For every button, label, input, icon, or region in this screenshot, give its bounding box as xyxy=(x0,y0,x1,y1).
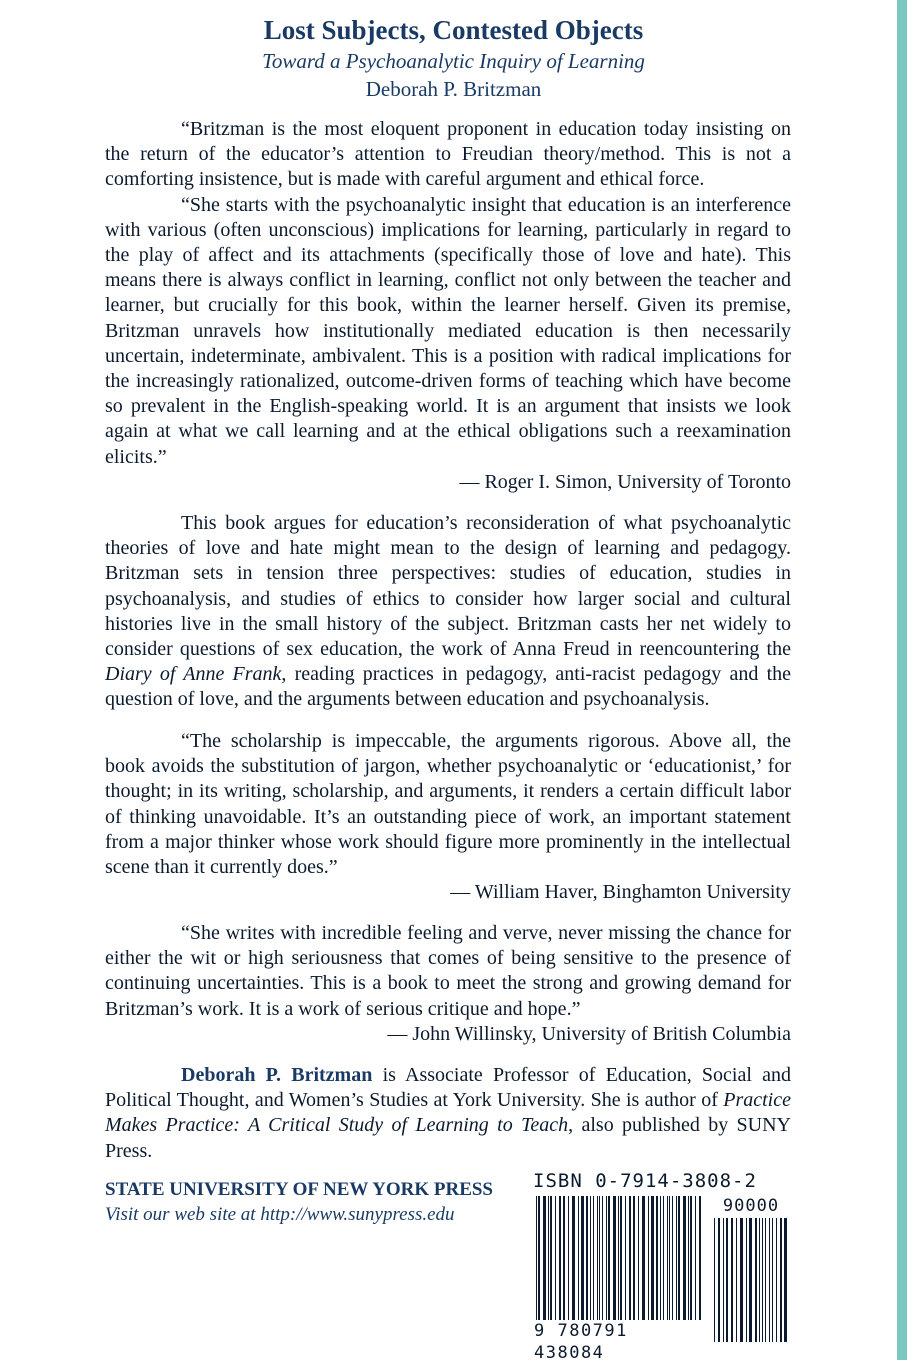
barcode-bar xyxy=(559,1196,561,1320)
barcode-bar xyxy=(613,1196,616,1320)
barcode-bar xyxy=(597,1196,598,1320)
simon-quote-paragraph-1: “Britzman is the most eloquent proponent in education today insisting on the return of the educator’s attention to Freudian theory/method. This is not a comforting insistence, but is made with careful argument and ethical force. xyxy=(105,118,791,191)
barcode-bar xyxy=(625,1196,626,1320)
book-description xyxy=(105,511,791,713)
description-book-title: Diary of Anne Frank xyxy=(105,663,282,686)
barcode-bar xyxy=(602,1196,603,1320)
barcode-bar xyxy=(590,1196,591,1320)
haver-quote-block xyxy=(105,729,791,905)
willinsky-quote-paragraph: “She writes with incredible feeling and verve, never missing the chance for either the wit or high seriousness that comes of being sensitive to the presence of continuing uncertainties. This is a book to meet the strong and growing demand for Britzman’s work. It is a work of serious critique and hope.” xyxy=(105,922,791,1020)
publisher-name: STATE UNIVERSITY OF NEW YORK PRESS xyxy=(105,1179,493,1200)
barcode-bar xyxy=(629,1196,631,1320)
book-title: Lost Subjects, Contested Objects xyxy=(263,15,644,45)
barcode-bar xyxy=(578,1196,579,1320)
barcode-addon-bar xyxy=(723,1218,724,1342)
barcode-bar xyxy=(543,1196,546,1320)
description-paragraph xyxy=(105,511,791,713)
barcode-bar xyxy=(548,1196,549,1320)
willinsky-quote-block xyxy=(105,921,791,1047)
barcode-bar xyxy=(656,1196,658,1320)
barcode-bar xyxy=(606,1196,607,1320)
barcode-addon-bar xyxy=(736,1218,737,1342)
haver-attribution: — William Haver, Binghamton University xyxy=(450,881,791,904)
barcode-addon-bar xyxy=(755,1218,757,1342)
book-subtitle: Toward a Psychoanalytic Inquiry of Learning xyxy=(262,49,645,73)
isbn-label: ISBN 0-7914-3808-2 xyxy=(533,1170,757,1192)
barcode-bar xyxy=(660,1196,661,1320)
barcode-addon-bar xyxy=(784,1218,787,1342)
simon-quote-paragraph-2: “She starts with the psychoanalytic insight that education is an interference with various (often unconscious) implications for learning, particularly in regard to the play of affect and its attachments (specifically those of love and hate). This means there is always conflict in learning, conflict not only between the teacher and learner, but crucially for this book, within the learner herself. Given its premise, Britzman unravels how institutionally mediated education is then necessarily uncertain, indeterminate, ambivalent. This is a position with radical implications for the increasingly rationalized, outcome-driven forms of teaching which have become so prevalent in the English-speaking world. It is an argument that insists we look again at what we call learning and at the ethical obligations such a reexamination elicits.” xyxy=(105,193,791,468)
barcode-bar xyxy=(563,1196,565,1320)
barcode-ean-number: 9 780791 438084 xyxy=(534,1320,704,1364)
barcode-bar xyxy=(667,1196,668,1320)
barcode-addon-bar xyxy=(740,1218,743,1342)
book-author: Deborah P. Britzman xyxy=(365,77,542,101)
barcode-bar xyxy=(695,1196,696,1320)
barcode-bar xyxy=(672,1196,673,1320)
barcode-addon-bar xyxy=(762,1218,763,1342)
barcode-bar xyxy=(683,1196,686,1320)
barcode-bar xyxy=(608,1196,610,1320)
barcode-bar xyxy=(572,1196,575,1320)
barcode-addon-bar xyxy=(718,1218,720,1342)
barcode-bar xyxy=(593,1196,594,1320)
barcode-bar xyxy=(688,1196,689,1320)
barcode-bar xyxy=(599,1196,600,1320)
barcode-addon-bar xyxy=(749,1218,752,1342)
publisher-website: Visit our web site at http://www.sunypress.edu xyxy=(105,1204,455,1225)
barcode-addon-bar xyxy=(765,1218,766,1342)
barcode-addon-bar xyxy=(769,1218,770,1342)
barcode-bar xyxy=(568,1196,569,1320)
description-text-2: , reading practices in pedagogy, anti-racist pedagogy and the question of love, and the arguments between education and psychoanalysis. xyxy=(105,663,792,711)
barcode-bar xyxy=(638,1196,639,1320)
barcode-addon-bar xyxy=(746,1218,747,1342)
barcode-bar xyxy=(555,1196,556,1320)
barcode-bar xyxy=(620,1196,622,1320)
barcode-bar xyxy=(642,1196,645,1320)
barcode-bar xyxy=(690,1196,692,1320)
simon-quote-block xyxy=(105,117,791,495)
bio-paragraph xyxy=(105,1063,791,1164)
cover-edge-stripe xyxy=(897,0,907,1360)
willinsky-attribution: — John Willinsky, University of British Columbia xyxy=(387,1022,791,1045)
barcode-addon-bar xyxy=(772,1218,773,1342)
simon-attribution: — Roger I. Simon, University of Toronto xyxy=(459,470,791,493)
bio-text-2: , also published by SUNY Press. xyxy=(105,1114,792,1162)
barcode-addon-bar xyxy=(780,1218,782,1342)
bio-text-1: is Associate Professor of Education, Social and Political Thought, and Women’s Studies at York University. She is author of xyxy=(105,1064,792,1112)
barcode-bar xyxy=(651,1196,654,1320)
barcode-bar xyxy=(633,1196,635,1320)
barcode-addon-bar xyxy=(731,1218,733,1342)
barcode-bar xyxy=(663,1196,664,1320)
barcode-addon-bar xyxy=(714,1218,715,1342)
barcode-bar xyxy=(669,1196,670,1320)
barcode-addon-bar xyxy=(776,1218,777,1342)
barcode-bar xyxy=(678,1196,680,1320)
barcode-bar xyxy=(550,1196,552,1320)
haver-quote-paragraph: “The scholarship is impeccable, the arguments rigorous. Above all, the book avoids the substitution of jargon, whether psychoanalytic or ‘educationist,’ for thought; in its writing, scholarship, and arguments, it renders a certain difficult labor of thinking unavoidable. It’s an outstanding piece of work, an important statement from a major thinker whose work should figure more prominently in the intellectual scene than it currently does.” xyxy=(105,730,791,879)
barcode-bar xyxy=(648,1196,649,1320)
bio-book-title: Practice Makes Practice: A Critical Study of Learning to Teach xyxy=(105,1089,791,1137)
barcode-price-addon: 90000 xyxy=(712,1196,790,1216)
bio-author-name: Deborah P. Britzman xyxy=(181,1064,373,1086)
barcode-bar xyxy=(676,1196,677,1320)
description-text-1: This book argues for education’s reconsideration of what psychoanalytic theories of love and hate might mean to the design of learning and pedagogy. Britzman sets in tension three perspectives: studies of education, studies in psychoanalysis, and studies of ethics to consider how larger social and cultural histories live in the small history of the subject. Britzman casts her net widely to consider questions of sex education, the work of Anna Freud in reencountering the xyxy=(105,512,791,661)
author-bio xyxy=(105,1063,791,1164)
barcode-bar xyxy=(586,1196,588,1320)
barcode-bar xyxy=(581,1196,584,1320)
barcode-addon-bar xyxy=(759,1218,760,1342)
barcode-addon-bar xyxy=(726,1218,728,1342)
